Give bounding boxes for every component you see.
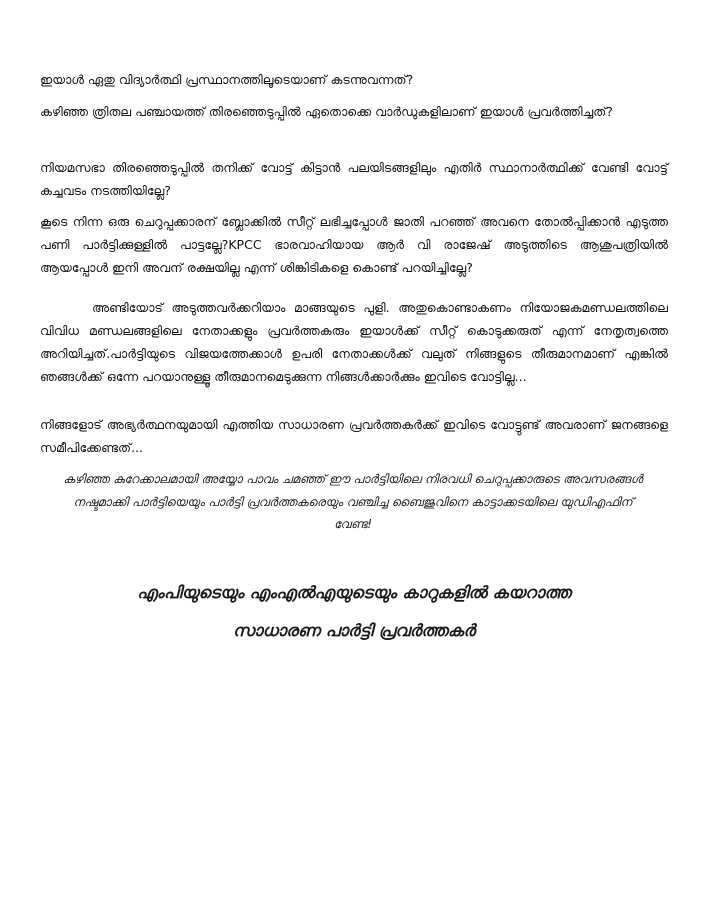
- signature-line-1: എംപിയുടെയും എംഎൽഎയുടെയും കാറുകളിൽ കയറാത്ത: [137, 583, 571, 602]
- paragraph-question-panchayat-wards: കഴിഞ്ഞ ത്രിതല പഞ്ചായത്ത് തിരഞ്ഞെടുപ്പിൽ ഏതൊക്കെ വാർഡുകളിലാണ് ഇയാൾ പ്രവർത്തിച്ചത്?: [40, 104, 613, 119]
- closing-quote: കഴിഞ്ഞ കുറേക്കാലമായി അയ്യോ പാവം ചമഞ്ഞ് ഈ പാർട്ടിയിലെ നിരവധി ചെറുപ്പക്കാരുടെ അവസരങ്ങൾ നഷ്ടമാക്കി പാർട്ടിയെയും പാർട്ടി പ്രവർത്തകരെയും വഞ്ചിച്ച ബൈജുവിനെ കാട്ടാക്കടയിലെ യുഡിഎഫിന് വേണ്ട!: [63, 472, 643, 531]
- signature-line-2: സാധാരണ പാർട്ടി പ്രവർത്തകർ: [232, 621, 476, 640]
- paragraph-question-vote-trading: നിയമസഭാ തിരഞ്ഞെടുപ്പിൽ തനിക്ക് വോട്ട് കിട്ടാൻ പലയിടങ്ങളിലും എതിർ സ്ഥാനാർത്ഥിക്ക് വേണ്ടി വോട്ട് കച്ചവടം നടത്തിയില്ലേ?: [40, 160, 668, 198]
- paragraph-ordinary-workers: നിങ്ങളോട് അഭ്യർത്ഥനയുമായി എത്തിയ സാധാരണ പ്രവർത്തകർക്ക് ഇവിടെ വോട്ടുണ്ട് അവരാണ് ജനങ്ങളെ സമീപിക്കേണ്ടത്...: [40, 417, 668, 455]
- paragraph-question-student-movement: ഇയാൾ ഏതു വിദ്യാർത്ഥി പ്രസ്ഥാനത്തിലൂടെയാണ് കടന്നുവന്നത്?: [40, 72, 414, 87]
- signature-block: [40, 574, 668, 650]
- paragraph-block-seat-caste: കൂടെ നിന്ന ഒരു ചെറുപ്പക്കാരന് ബ്ലോക്കിൽ സീറ്റ് ലഭിച്ചപ്പോൾ ജാതി പറഞ്ഞ് അവനെ തോൽപ്പിക്കാൻ എടുത്ത പണി പാർട്ടിക്കുള്ളിൽ പാട്ടല്ലേ?KPCC ഭാരവാഹിയായ ആർ വി രാജേഷ് അടുത്തിടെ ആശുപത്രിയിൽ ആയപ്പോൾ ഇനി അവന് രക്ഷയില്ല എന്ന് ശിങ്കിടികളെ കൊണ്ട് പറയിച്ചില്ലേ?: [40, 214, 668, 275]
- paragraph-leaders-decision: അണ്ടിയോട് അടുത്തവർക്കറിയാം മാങ്ങയുടെ പുളി. അതുകൊണ്ടാകണം നിയോജകമണ്ഡലത്തിലെ വിവിധ മണ്ഡലങ്ങളിലെ നേതാക്കളും പ്രവർത്തകരും ഇയാൾക്ക് സീറ്റ് കൊടുക്കരുത് എന്ന് നേതൃത്വത്തെ അറിയിച്ചത്.പാർട്ടിയുടെ വിജയത്തേക്കാൾ ഉപരി നേതാക്കൾക്ക് വലുത് നിങ്ങളുടെ തീരുമാനമാണ് എങ്കിൽ ഞങ്ങൾക്ക് ഒന്നേ പറയാനുള്ളൂ തീരുമാനമെടുക്കുന്ന നിങ്ങൾക്കാർക്കും ഇവിടെ വോട്ടില്ല...: [40, 300, 668, 384]
